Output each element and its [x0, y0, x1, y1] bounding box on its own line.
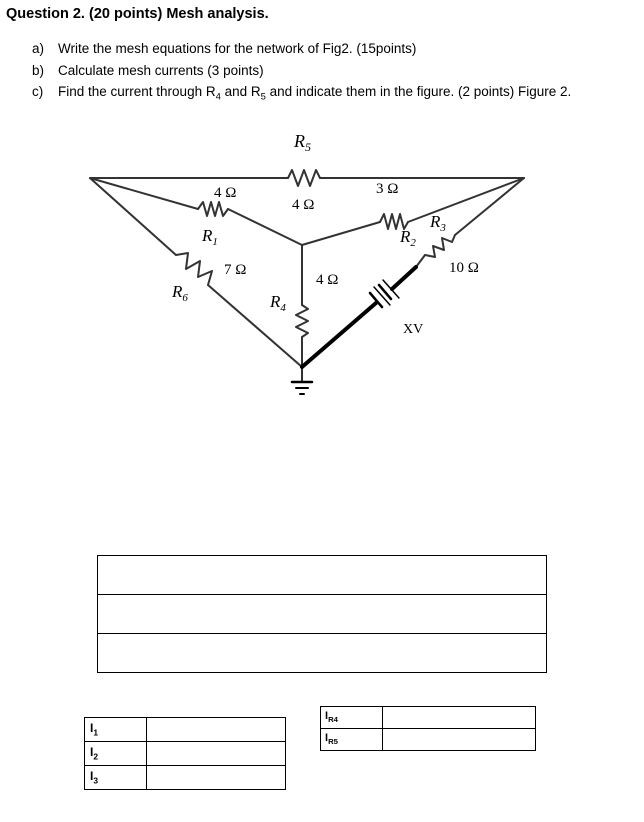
item-sub-a: 4	[215, 91, 221, 103]
r5-value: 4 Ω	[292, 197, 315, 213]
r6-value: 7 Ω	[224, 262, 247, 278]
answer-cell[interactable]	[98, 556, 547, 595]
branch-current-value[interactable]	[383, 729, 536, 751]
branch-currents-table	[320, 706, 536, 751]
wire-inner-right-b	[408, 178, 524, 222]
item-text-mid: and R	[220, 84, 261, 99]
wire-inner-right-a	[302, 222, 380, 245]
resistor-r5	[288, 170, 320, 186]
question-item-c	[32, 81, 571, 108]
branch-current-label: $I_{R5}$	[321, 729, 383, 751]
battery-lead-upper	[392, 267, 416, 289]
table-row	[98, 595, 547, 634]
blank-answer-table	[97, 555, 547, 673]
item-label: c)	[32, 84, 44, 99]
mesh-currents-table	[84, 717, 286, 790]
wire-right-outer-a	[455, 178, 524, 235]
circuit-figure	[0, 125, 644, 415]
question-items	[32, 38, 571, 108]
answer-cell[interactable]	[98, 634, 547, 673]
item-text-after: and indicate them in the figure. (2 points) Figure 2.	[265, 84, 572, 99]
branch-current-label: $I_{R4}$	[321, 707, 383, 729]
mesh-current-label: $I_3$	[85, 766, 147, 790]
table-row	[85, 742, 286, 766]
answer-cell[interactable]	[98, 595, 547, 634]
source-label: XV	[403, 322, 424, 337]
table-row	[321, 729, 536, 751]
item-text-before: Find the current through R	[58, 84, 216, 99]
wire-inner-left-b	[228, 209, 302, 245]
wire-left-outer-b	[208, 285, 302, 367]
branch-current-value[interactable]	[383, 707, 536, 729]
table-row	[98, 556, 547, 595]
r2-label: $R_2$	[400, 227, 416, 249]
resistor-r6	[176, 253, 212, 285]
question-title: Question 2. (20 points) Mesh analysis.	[6, 6, 269, 22]
r1-label: $R_1$	[202, 226, 218, 248]
r3-label: $R_3$	[430, 212, 446, 234]
table-row	[85, 766, 286, 790]
item-label: a)	[32, 41, 45, 56]
item-text: Write the mesh equations for the network of Fig2. (15points)	[58, 41, 417, 56]
item-text: Calculate mesh currents (3 points)	[58, 62, 264, 78]
item-label: b)	[32, 62, 45, 78]
question-item-a	[32, 38, 571, 60]
resistor-r4	[296, 305, 308, 337]
battery-lead-lower	[302, 303, 376, 367]
mesh-current-value[interactable]	[147, 742, 286, 766]
mesh-current-label: $I_2$	[85, 742, 147, 766]
mesh-current-value[interactable]	[147, 718, 286, 742]
r4-value: 4 Ω	[316, 272, 339, 288]
r6-label: $R_6$	[172, 282, 188, 304]
question-item-b	[32, 60, 571, 82]
r3-value: 10 Ω	[449, 260, 479, 276]
wire-right-outer-b	[416, 255, 425, 267]
r4-label: $R_4$	[270, 292, 286, 314]
item-sub-b: 5	[260, 91, 266, 103]
table-row	[98, 634, 547, 673]
resistor-r3	[425, 235, 455, 257]
table-row	[85, 718, 286, 742]
resistor-r1	[198, 202, 228, 216]
r2-value: 3 Ω	[376, 181, 399, 197]
mesh-current-value[interactable]	[147, 766, 286, 790]
r5-label: $R_5$	[294, 131, 311, 154]
r1-value: 4 Ω	[214, 185, 237, 201]
mesh-current-label: $I_1$	[85, 718, 147, 742]
table-row	[321, 707, 536, 729]
